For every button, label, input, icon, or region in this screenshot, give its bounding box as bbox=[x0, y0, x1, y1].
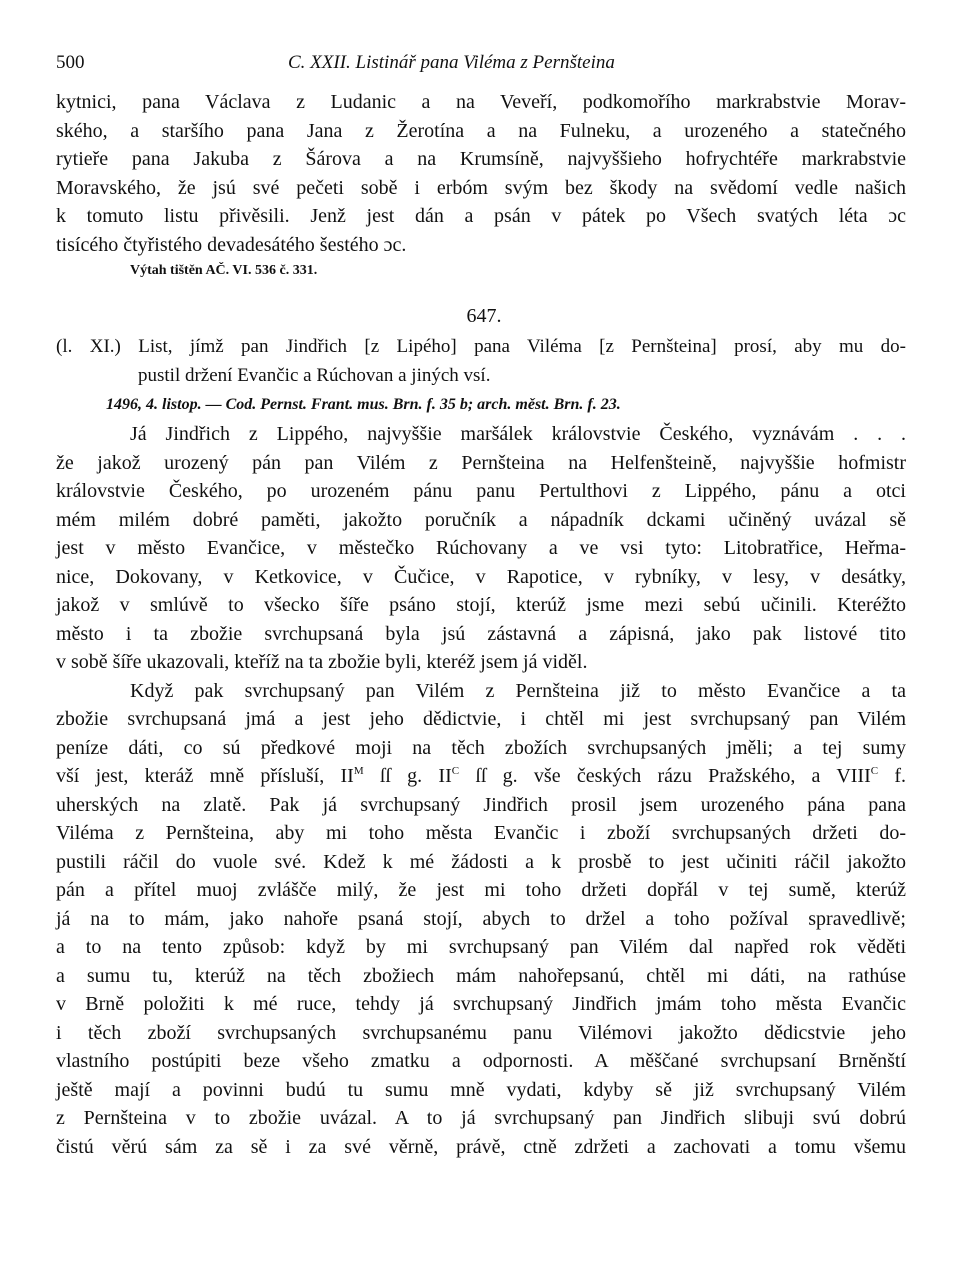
text-line: peníze dáti, co sú předkové moji na těch zbožích svrchupsaných jměli; a tej sumy bbox=[56, 736, 906, 759]
text-line: i těch zboží svrchupsaných svrchupsanému panu Vilémovi jakožto dědicstvie jeho bbox=[56, 1021, 906, 1044]
text-line: k tomuto listu přivěsili. Jenž jest dán a psán v pátek po Všech svatých léta ɔc bbox=[56, 205, 906, 227]
text-line: jakož v smlúvě to všecko šíře psáno stojí, kterúž jsme mezi sebú učinili. Kteréžto bbox=[56, 594, 906, 616]
paragraph-2 bbox=[56, 677, 906, 1162]
text-line: vlastního postúpiti beze všeho zmatku a odpornosti. A měščané svrchupsaní Brněnští bbox=[56, 1050, 906, 1072]
summary-line: pustil držení Evančic a Rúchovan a jiných vsí. bbox=[138, 364, 491, 386]
text-line: nice, Dokovany, v Ketkovice, v Čučice, v Rapotice, v rybníky, v lesy, v desátky, bbox=[56, 565, 906, 588]
text-line: rytieře pana Jakuba z Šárova a na Krumsíně, najvyššieho hofrychtéře markrabstvie bbox=[56, 148, 906, 170]
source-note: Výtah tištěn AČ. VI. 536 č. 331. bbox=[130, 263, 318, 278]
text-line: ještě mají a povinni budú tu sumu mně vydati, kdyby sě již svrchupsaný Vilém bbox=[56, 1078, 906, 1101]
date-source-line: 1496, 4. listop. — Cod. Pernst. Frant. mus. Brn. f. 35 b; arch. měst. Brn. f. 23. bbox=[106, 396, 621, 413]
text-line: a to na tento způsob: když by mi svrchupsaný pan Vilém dal napřed rok věděti bbox=[56, 936, 906, 958]
text-line: kytnici, pana Václava z Ludanic a na Veveří, podkomořího markrabstvie Morav- bbox=[56, 91, 906, 113]
text-line: v sobě šíře ukazovali, kteříž na ta zbožie byli, kteréž jsem já viděl. bbox=[56, 651, 588, 673]
text-line: město i ta zbožie svrchupsaná byla jsú zástavná a zápisná, jako pak listové tito bbox=[56, 622, 906, 645]
text-line: v Brně položiti k mé ruce, tehdy já svrchupsaný Jindřich jmám toho města Evančic bbox=[56, 993, 906, 1015]
text-line: pustili ráčil do vuole své. Kdež k mé žádosti a k prosbě to jest učiniti ráčil jakožto bbox=[56, 850, 906, 873]
text-line: Viléma z Pernšteina, aby mi toho města Evančic i zboží svrchupsaných držeti do- bbox=[56, 822, 906, 844]
document-page bbox=[56, 52, 906, 1161]
running-title: C. XXII. Listinář pana Viléma z Pernšteina bbox=[288, 52, 615, 73]
text-line: čistú věrú sám za sě i za své věrně, právě, ctně zdržeti a zachovati a tomu všemu bbox=[56, 1135, 906, 1158]
running-head bbox=[56, 52, 906, 88]
page-number: 500 bbox=[56, 52, 85, 73]
text-line: z Pernšteina v to zbožie uvázal. A to já svrchupsaný pan Jindřich slibuji svú dobrú bbox=[56, 1107, 906, 1129]
document-number: 647. bbox=[466, 305, 502, 327]
text-line: že jakož urozený pán pan Vilém z Pernšteina na Helfenšteině, najvyššie hofmistr bbox=[56, 451, 906, 474]
intro-text bbox=[56, 88, 906, 259]
text-line: ského, a staršího pana Jana z Žerotína a na Fulneku, a urozeného a statečného bbox=[56, 119, 906, 142]
summary-line: (l. XI.) List, jímž pan Jindřich [z Lipého] pana Viléma [z Pernšteina] prosí, aby mu do- bbox=[56, 336, 906, 357]
text-line: zbožie svrchupsaná jmá a jest jeho dědictvie, i chtěl mi jest svrchupsaný pan Vilém bbox=[56, 708, 906, 730]
text-line: tisícého čtyřistého devadesátého šestého ɔc. bbox=[56, 233, 407, 256]
text-line: jest v město Evančice, v městečko Rúchovany a ve vsi tyto: Litobratřice, Heřma- bbox=[56, 537, 906, 559]
text-line: uherských na zlatě. Pak já svrchupsaný Jindřich prosil jsem urozeného pána pana bbox=[56, 793, 906, 816]
text-line: já na to mám, jako nahoře psaná stojí, abych to držel a toho požíval spravedlivě; bbox=[56, 907, 906, 930]
text-line: pán a přítel muoj zvlášče milý, že jest mi toho držeti dopřál v tej sumě, kterúž bbox=[56, 879, 906, 901]
money-line: vší jest, kteráž mně přísluší, $II^M$ ſſ g. $II^C$ ſſ g. vše českých rázu Pražského, a $VIII^C$ f. bbox=[56, 765, 906, 787]
text-line: Já Jindřich z Lippého, najvyššie maršálek královstvie Českého, vyznávám . . . bbox=[130, 423, 906, 445]
paragraph-1 bbox=[56, 420, 906, 677]
text-line: královstvie Českého, po urozeném pánu panu Pertulthovi z Lippého, pánu a otci bbox=[56, 480, 906, 502]
text-line: mém milém dobré paměti, jakožto poručník a nápadník dckami učiněný uvázal sě bbox=[56, 508, 906, 531]
text-line: a sumu tu, kterúž na těch zbožiech mám nahořepsanú, chtěl mi dáti, na rathúse bbox=[56, 964, 906, 987]
text-line: Když pak svrchupsaný pan Vilém z Pernšteina již to město Evančice a ta bbox=[130, 679, 906, 702]
document-summary bbox=[56, 333, 906, 390]
text-line: Moravského, že jsú své pečeti sobě i erbóm svým bez škody na svědomí vedle našich bbox=[56, 176, 906, 199]
